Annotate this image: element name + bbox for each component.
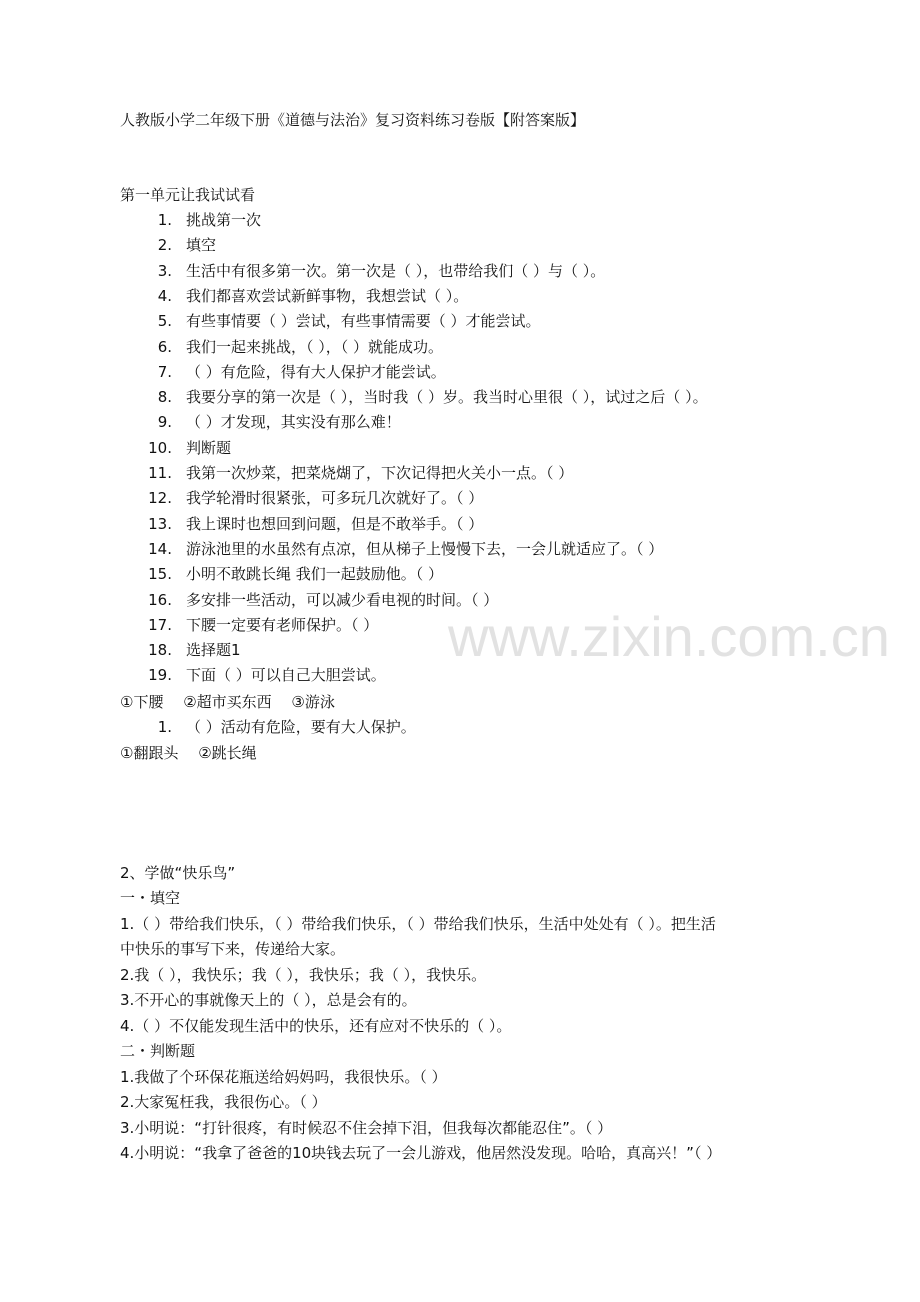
list-number: 18. — [148, 641, 172, 659]
list-item-text: 选择题1 — [186, 641, 241, 659]
list-item-text: 填空 — [186, 236, 217, 254]
list-number: 11. — [148, 464, 172, 482]
fill-line: 3.不开心的事就像天上的（ ），总是会有的。 — [120, 991, 417, 1009]
list-number: 9. — [157, 413, 172, 431]
watermark: www.zixin.com.cn — [448, 605, 890, 668]
list-item-text: 判断题 — [186, 439, 232, 457]
list-item-text: （ ）有危险，得有大人保护才能尝试。 — [186, 363, 446, 381]
fill-line: 2.我（ ），我快乐；我（ ），我快乐；我（ ），我快乐。 — [120, 966, 487, 984]
list-item-text: 我上课时也想回到问题，但是不敢举手。（ ） — [186, 515, 484, 533]
list-item-text: 我们都喜欢尝试新鲜事物，我想尝试（ ）。 — [186, 287, 469, 305]
section-judge-heading: 二・判断题 — [120, 1042, 196, 1060]
list-number: 8. — [157, 388, 172, 406]
list-number: 1. — [157, 718, 172, 736]
list-item-text: 生活中有很多第一次。第一次是（ ），也带给我们（ ）与（ ）。 — [186, 262, 606, 280]
list-number: 10. — [148, 439, 172, 457]
list-number: 3. — [157, 262, 172, 280]
fill-line: 1.（ ）带给我们快乐，（ ）带给我们快乐，（ ）带给我们快乐，生活中处处有（ ）。把生活 — [120, 915, 716, 933]
list-number: 5. — [157, 312, 172, 330]
list-item-text: （ ）才发现，其实没有那么难！ — [186, 413, 401, 431]
list-number: 15. — [148, 565, 172, 583]
list-number: 1. — [157, 211, 172, 229]
fill-line: 中快乐的事写下来，传递给大家。 — [120, 940, 346, 958]
options-line-1: ①下腰 ②超市买东西 ③游泳 — [120, 693, 335, 711]
judge-line: 1.我做了个环保花瓶送给妈妈吗，我很快乐。（ ） — [120, 1068, 447, 1086]
unit2-heading: 2、学做“快乐鸟” — [120, 864, 236, 882]
list-number: 16. — [148, 591, 172, 609]
list-item-text: 我第一次炒菜，把菜烧煳了，下次记得把火关小一点。（ ） — [186, 464, 574, 482]
list-number: 13. — [148, 515, 172, 533]
judge-line: 2.大家冤枉我，我很伤心。（ ） — [120, 1093, 327, 1111]
document-title: 人教版小学二年级下册《道德与法治》复习资料练习卷版【附答案版】 — [120, 111, 586, 129]
list-item-text: 多安排一些活动，可以减少看电视的时间。（ ） — [186, 591, 499, 609]
list-item-text: 小明不敢跳长绳 我们一起鼓励他。（ ） — [186, 565, 444, 583]
list-item-text: 有些事情要（ ）尝试，有些事情需要（ ）才能尝试。 — [186, 312, 541, 330]
list-number: 6. — [157, 338, 172, 356]
list-item-text: （ ）活动有危险，要有大人保护。 — [186, 718, 416, 736]
fill-line: 4.（ ）不仅能发现生活中的快乐，还有应对不快乐的（ ）。 — [120, 1017, 512, 1035]
list-item-text: 下面（ ）可以自己大胆尝试。 — [186, 666, 386, 684]
options-line-2: ①翻跟头 ②跳长绳 — [120, 744, 257, 762]
list-number: 2. — [157, 236, 172, 254]
judge-line: 3.小明说：“打针很疼，有时候忍不住会掉下泪，但我每次都能忍住”。（ ） — [120, 1119, 613, 1137]
list-number: 19. — [148, 666, 172, 684]
list-item-text: 我学轮滑时很紧张，可多玩几次就好了。（ ） — [186, 489, 484, 507]
list-item-text: 我们一起来挑战，（ ），（ ）就能成功。 — [186, 338, 444, 356]
list-number: 14. — [148, 540, 172, 558]
list-item-text: 游泳池里的水虽然有点凉，但从梯子上慢慢下去，一会儿就适应了。（ ） — [186, 540, 664, 558]
unit1-heading: 第一单元让我试试看 — [120, 186, 256, 204]
list-item-text: 挑战第一次 — [186, 211, 262, 229]
judge-line: 4.小明说：“我拿了爸爸的10块钱去玩了一会儿游戏，他居然没发现。哈哈，真高兴！”（ ） — [120, 1144, 722, 1162]
list-item-text: 下腰一定要有老师保护。（ ） — [186, 616, 379, 634]
list-number: 7. — [157, 363, 172, 381]
list-number: 12. — [148, 489, 172, 507]
list-number: 17. — [148, 616, 172, 634]
list-number: 4. — [157, 287, 172, 305]
section-fill-heading: 一・填空 — [120, 889, 181, 907]
list-item-text: 我要分享的第一次是（ ），当时我（ ）岁。我当时心里很（ ），试过之后（ ）。 — [186, 388, 708, 406]
